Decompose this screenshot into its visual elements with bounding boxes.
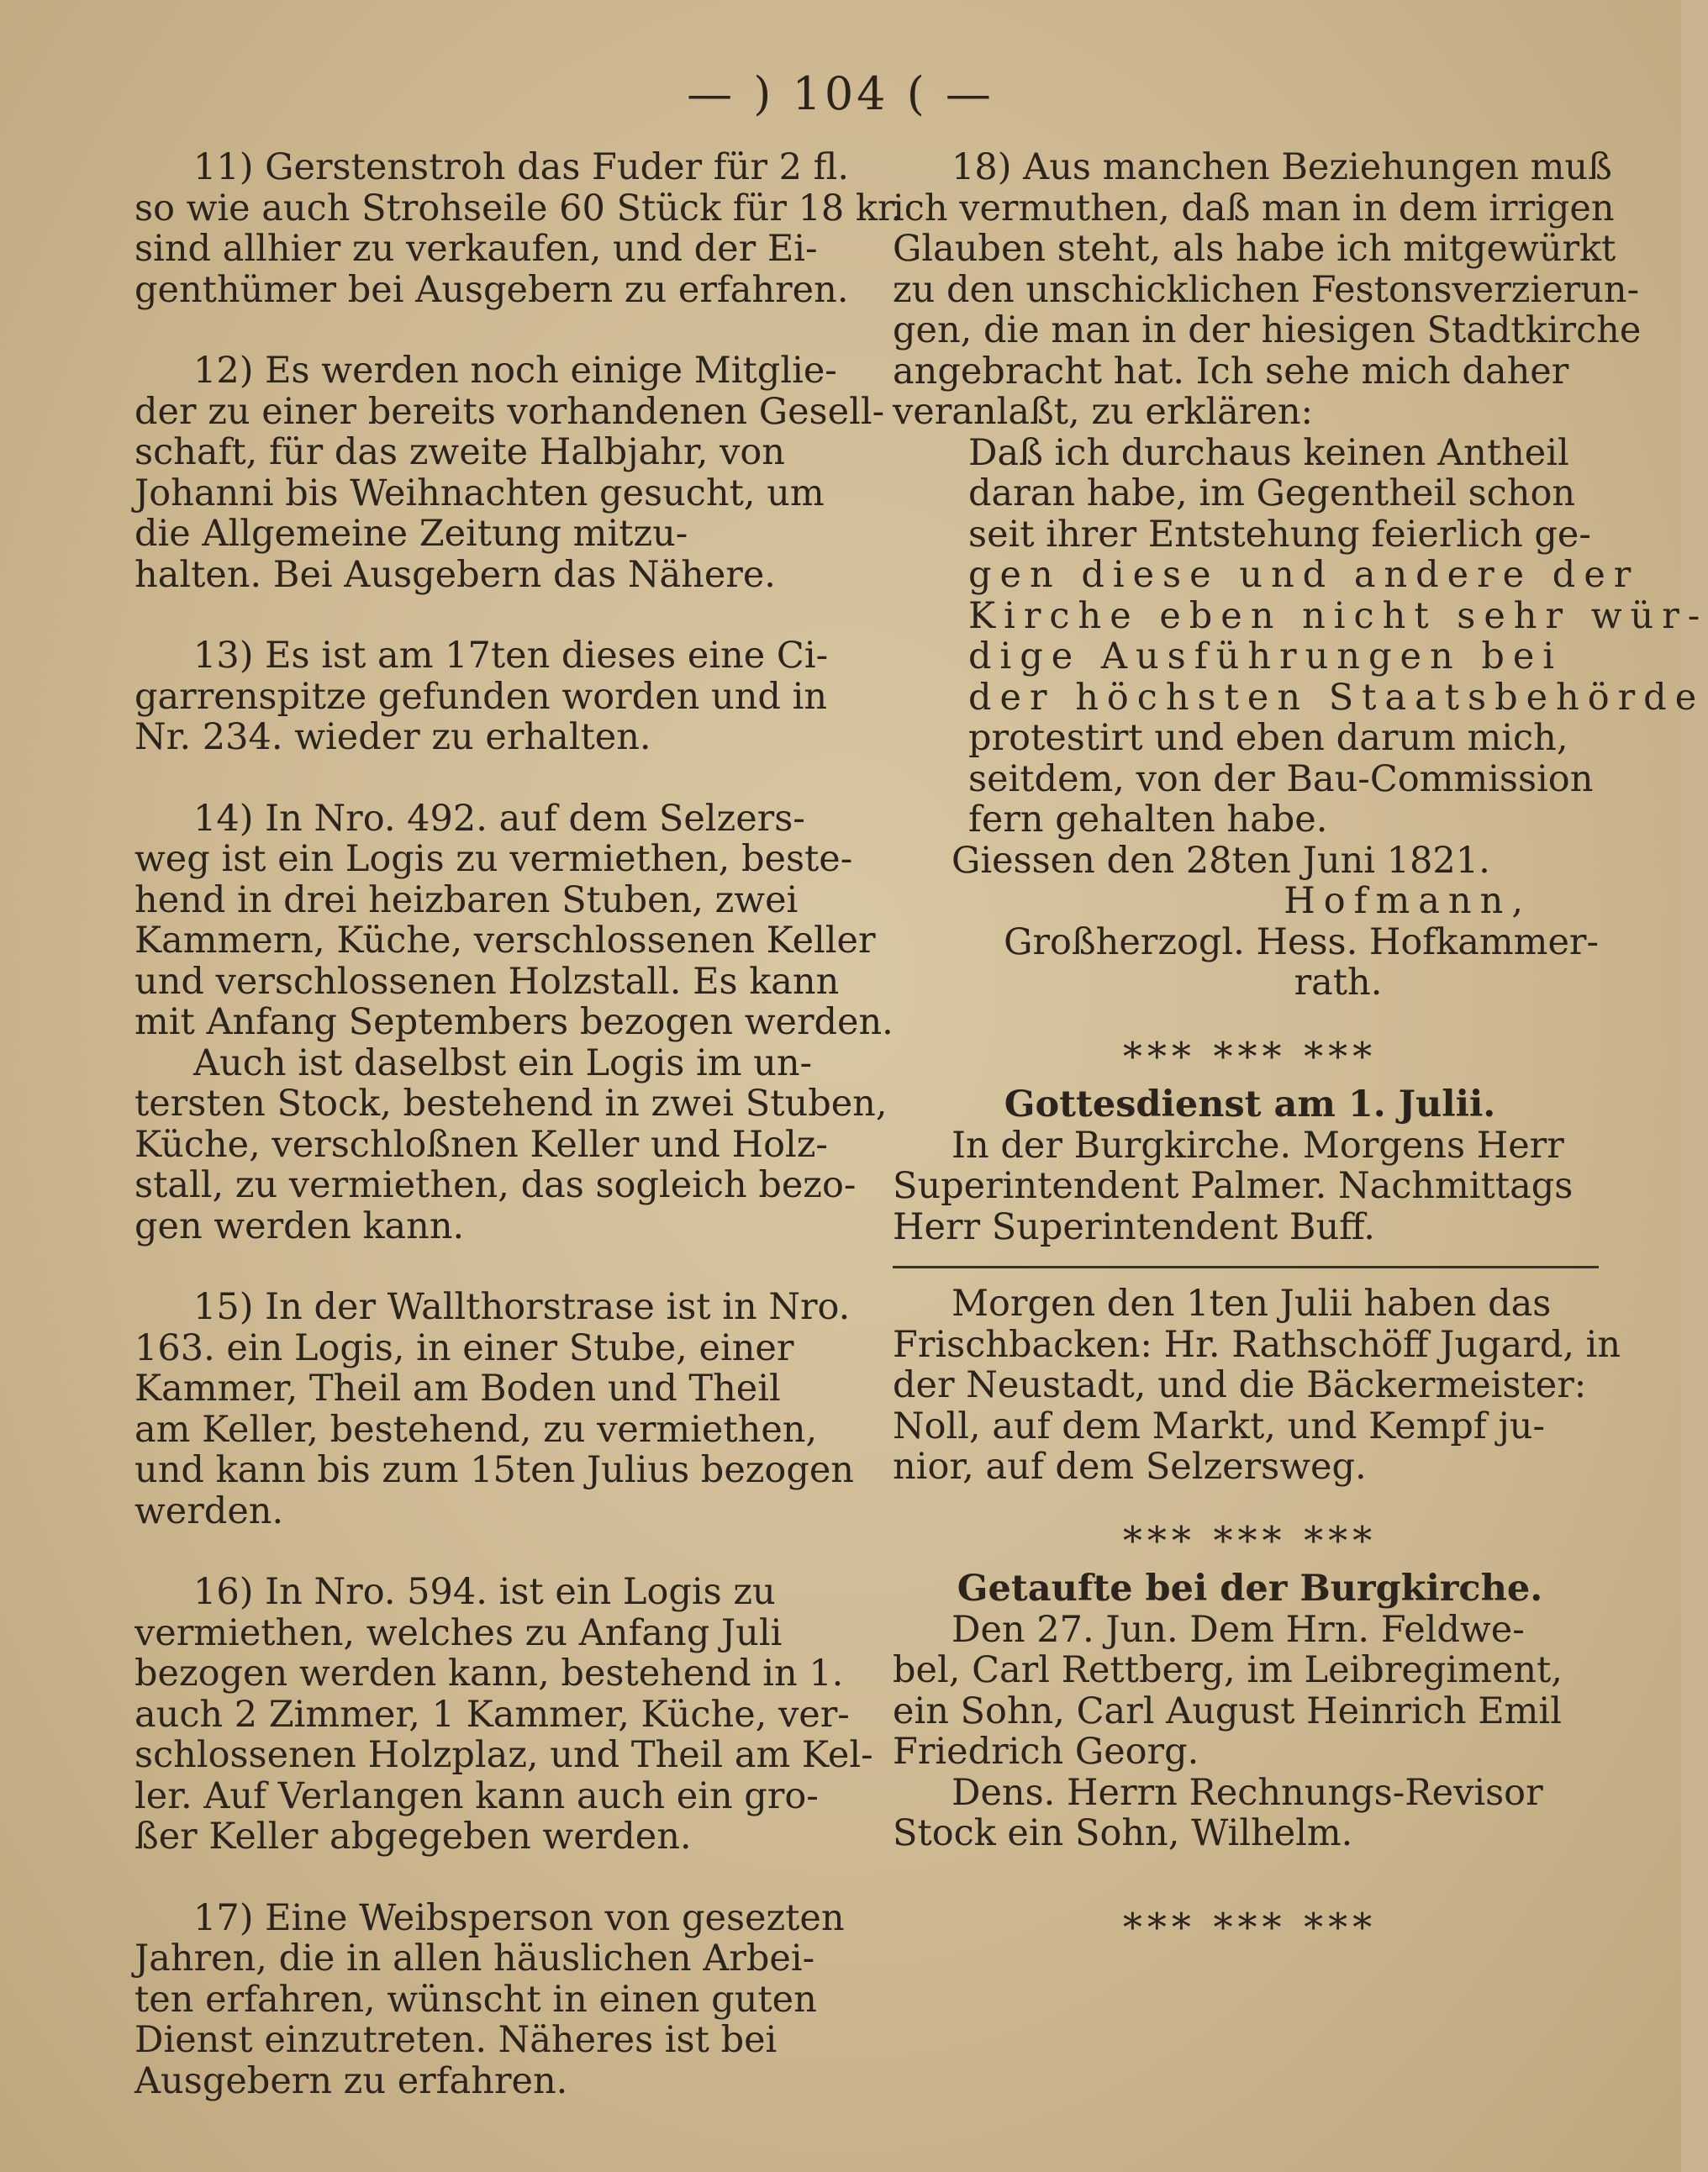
place-date: Giessen den 28ten Juni 1821.	[952, 839, 1490, 882]
ad-18	[893, 146, 1708, 1004]
text-line: die Allgemeine Zeitung mitzu-	[134, 513, 688, 555]
text-line: ler. Auf Verlangen kann auch ein gro-	[134, 1774, 819, 1817]
ad-14	[134, 797, 894, 1247]
left-column	[134, 146, 903, 2102]
section-heading: Getaufte bei der Burgkirche.	[957, 1568, 1543, 1610]
text-line: angebracht hat. Ich sehe mich daher	[893, 350, 1569, 393]
text-line: seit ihrer Entstehung feierlich ge-	[968, 513, 1591, 556]
horizontal-rule	[893, 1266, 1599, 1268]
text-line: mit Anfang Septembers bezogen werden.	[134, 1001, 894, 1043]
text-line: 17) Eine Weibsperson von gesezten	[193, 1896, 845, 1939]
text-line: Kammern, Küche, verschlossenen Keller	[134, 920, 876, 962]
text-line: seitdem, von der Bau-Commission	[968, 757, 1594, 800]
text-line: 18) Aus manchen Beziehungen muß	[952, 146, 1612, 188]
page-number: — ) 104 ( —	[687, 67, 994, 120]
text-line: protestirt und eben darum mich,	[968, 717, 1568, 759]
declaration	[893, 431, 1708, 841]
text-line: ten erfahren, wünscht in einen guten	[134, 1978, 817, 2021]
text-line: Daß ich durchaus keinen Antheil	[968, 431, 1569, 474]
text-line: auch 2 Zimmer, 1 Kammer, Küche, ver-	[134, 1693, 850, 1736]
text-line: garrenspitze gefunden worden und in	[134, 675, 828, 718]
text-line: 11) Gerstenstroh das Fuder für 2 fl.	[193, 146, 849, 188]
section-heading: Gottesdienst am 1. Julii.	[1004, 1083, 1496, 1126]
ad-13	[134, 635, 866, 758]
text-line: Glauben steht, als habe ich mitgewürkt	[893, 228, 1616, 270]
text-line: ßer Keller abgegeben werden.	[134, 1816, 692, 1858]
text-line: der höchsten Staatsbehörde	[968, 676, 1705, 719]
text-line: 15) In der Wallthorstrase ist in Nro.	[193, 1286, 851, 1328]
text-line: nior, auf dem Selzersweg.	[893, 1446, 1367, 1488]
text-line: zu den unschicklichen Festonsverzierun-	[893, 268, 1640, 311]
text-line: der zu einer bereits vorhandenen Gesell-	[134, 390, 885, 433]
section-divider-stars: ⁎⁎⁎ ⁎⁎⁎ ⁎⁎⁎	[1122, 1020, 1378, 1067]
text-line: Kammer, Theil am Boden und Theil	[134, 1368, 781, 1410]
text-line: genthümer bei Ausgebern zu erfahren.	[134, 268, 849, 311]
text-line: ein Sohn, Carl August Heinrich Emil	[893, 1690, 1562, 1732]
text-line: vermiethen, welches zu Anfang Juli	[134, 1611, 783, 1654]
text-line: werden.	[134, 1489, 284, 1532]
text-line: hend in drei heizbaren Stuben, zwei	[134, 878, 799, 921]
ad-11	[134, 146, 903, 311]
text-line: Dienst einzutreten. Näheres ist bei	[134, 2019, 778, 2061]
section-divider-stars: ⁎⁎⁎ ⁎⁎⁎ ⁎⁎⁎	[1122, 1891, 1378, 1937]
text-line: der Neustadt, und die Bäckermeister:	[893, 1364, 1587, 1406]
text-line: veranlaßt, zu erklären:	[893, 391, 1314, 433]
text-line: schaft, für das zweite Halbjahr, von	[134, 431, 785, 473]
text-line: 163. ein Logis, in einer Stube, einer	[134, 1326, 794, 1369]
text-line: bel, Carl Rettberg, im Leibregiment,	[893, 1649, 1563, 1691]
text-line: halten. Bei Ausgebern das Nähere.	[134, 553, 776, 596]
text-line: weg ist ein Logis zu vermiethen, beste-	[134, 838, 853, 880]
text-line: und verschlossenen Holzstall. Es kann	[134, 960, 840, 1003]
text-line: Herr Superintendent Buff.	[893, 1205, 1375, 1248]
text-line: In der Burgkirche. Morgens Herr	[952, 1124, 1564, 1167]
text-line: Kirche eben nicht sehr wür-	[968, 594, 1708, 637]
text-line: schlossenen Holzplaz, und Theil am Kel-	[134, 1734, 873, 1776]
text-line: Nr. 234. wieder zu erhalten.	[134, 716, 651, 758]
signature-title: Großherzogl. Hess. Hofkammer-	[1004, 920, 1599, 963]
bakers-notice	[893, 1283, 1621, 1488]
text-line: 12) Es werden noch einige Mitglie-	[193, 350, 837, 392]
text-line: 14) In Nro. 492. auf dem Selzers-	[193, 797, 805, 840]
church-service	[893, 1084, 1607, 1247]
text-line: gen werden kann.	[134, 1205, 465, 1247]
text-line: Auch ist daselbst ein Logis im un-	[193, 1041, 813, 1084]
ad-16	[134, 1571, 873, 1858]
text-line: dige Ausführungen bei	[968, 635, 1563, 677]
text-line: Den 27. Jun. Dem Hrn. Feldwe-	[952, 1608, 1525, 1651]
text-line: so wie auch Strohseile 60 Stück für 18 kr.	[134, 187, 903, 229]
text-line: gen diese und andere der	[968, 554, 1640, 596]
text-line: Frischbacken: Hr. Rathschöff Jugard, in	[893, 1323, 1621, 1366]
text-line: Morgen den 1ten Julii haben das	[952, 1283, 1552, 1325]
text-line: ich vermuthen, daß man in dem irrigen	[893, 187, 1615, 229]
text-line: Jahren, die in allen häuslichen Arbei-	[134, 1937, 815, 1980]
text-line: 16) In Nro. 594. ist ein Logis zu	[193, 1571, 776, 1613]
text-line: sind allhier zu verkaufen, und der Ei-	[134, 228, 818, 270]
text-line: stall, zu vermiethen, das sogleich bezo-	[134, 1164, 857, 1206]
text-line: 13) Es ist am 17ten dieses eine Ci-	[193, 635, 829, 677]
ad-12	[134, 350, 885, 596]
signature-title: rath.	[1294, 962, 1383, 1004]
right-column	[893, 146, 1708, 1937]
text-line: Johanni bis Weihnachten gesucht, um	[134, 472, 825, 514]
text-line: und kann bis zum 15ten Julius bezogen	[134, 1449, 854, 1491]
text-line: Stock ein Sohn, Wilhelm.	[893, 1812, 1353, 1854]
section-divider-stars: ⁎⁎⁎ ⁎⁎⁎ ⁎⁎⁎	[1122, 1505, 1378, 1551]
text-line: gen, die man in der hiesigen Stadtkirche	[893, 309, 1642, 351]
text-line: Dens. Herrn Rechnungs-Revisor	[952, 1771, 1543, 1814]
text-line: daran habe, im Gegentheil schon	[968, 472, 1576, 514]
text-line: Noll, auf dem Markt, und Kempf ju-	[893, 1405, 1546, 1447]
signature-name: Hofmann,	[1284, 880, 1531, 922]
ad-17	[134, 1898, 866, 2102]
ad-15	[134, 1287, 866, 1531]
baptisms	[893, 1568, 1607, 1854]
text-line: bezogen werden kann, bestehend in 1.	[134, 1653, 844, 1695]
text-line: Friedrich Georg.	[893, 1731, 1199, 1773]
text-line: tersten Stock, bestehend in zwei Stuben,	[134, 1083, 888, 1125]
text-line: fern gehalten habe.	[968, 799, 1328, 841]
text-line: am Keller, bestehend, zu vermiethen,	[134, 1408, 818, 1451]
text-line: Superintendent Palmer. Nachmittags	[893, 1165, 1574, 1207]
text-line: Ausgebern zu erfahren.	[134, 2059, 568, 2102]
text-line: Küche, verschloßnen Keller und Holz-	[134, 1123, 828, 1166]
